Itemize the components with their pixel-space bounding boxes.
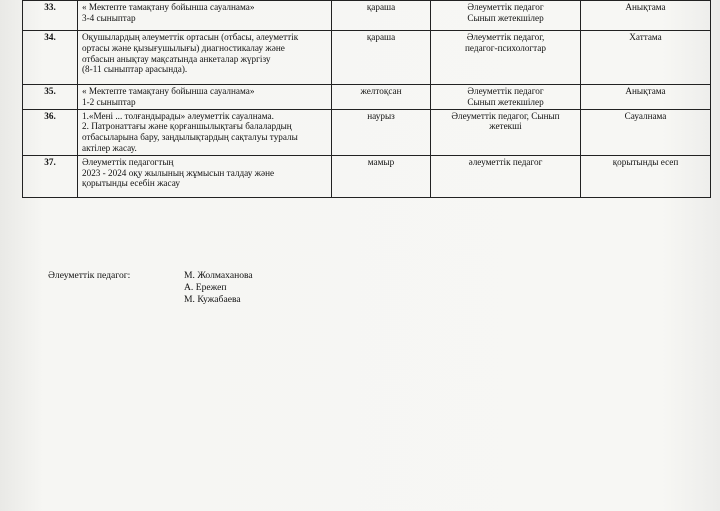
cell-line: Сынып жетекшілер [467,12,544,23]
cell-line: педагог-психологтар [465,42,546,53]
row-number: 35. [23,85,78,110]
cell-line: отбасын анықтау мақсатында анкеталар жүргізу [82,53,271,64]
date-cell: мамыр [332,155,431,197]
row-number: 37. [23,155,78,197]
event-cell [78,109,332,155]
cell-line: 1.«Мені ... толғандырады» әлеуметтік сауалнама. [82,110,274,121]
result-cell: Анықтама [581,1,711,31]
cell-line: « Мектепте тамақтану бойынша сауалнама» [82,2,255,12]
responsible-cell [431,155,581,197]
date-cell: қараша [332,1,431,31]
signature-names [184,270,253,306]
cell-line: қорытынды есебін жасау [82,178,180,189]
result-cell: қорытынды есеп [581,155,711,197]
cell-line: Оқушылардың әлеуметтік ортасын (отбасы, әлеуметтік [82,32,299,42]
plan-table [22,0,711,198]
responsible-cell [431,85,581,110]
signature-name: М. Жолмаханова [184,270,253,281]
table-row [23,155,711,197]
date-cell: желтоқсан [332,85,431,110]
cell-line: жетекші [489,121,522,132]
responsible-cell [431,31,581,85]
signature-name: А. Ережеп [184,282,227,293]
table-row [23,1,711,31]
date-cell: наурыз [332,109,431,155]
cell-line: 2. Патронаттағы және қорғаншылықтағы балалардың [82,121,292,132]
cell-line: әлеуметтік педагог [468,156,543,167]
cell-line: Әлеуметтік педагог, [466,32,545,42]
table-row [23,85,711,110]
cell-line: Әлеуметтік педагог [467,86,544,96]
cell-line: (8-11 сыныптар арасында). [82,64,188,75]
cell-line: 1-2 сыныптар [82,96,136,107]
event-cell [78,155,332,197]
signature-name: М. Кужабаева [184,294,241,305]
cell-line: Сынып жетекшілер [467,96,544,107]
responsible-cell [431,109,581,155]
cell-line: отбасыларына бару, заңдылықтардың сақталуы туралы [82,132,298,143]
table-row [23,31,711,85]
cell-line: 3-4 сыныптар [82,12,136,23]
event-cell [78,85,332,110]
result-cell: Хаттама [581,31,711,85]
cell-line: Әлеуметтік педагог [467,2,544,12]
cell-line: актілер жасау. [82,142,137,153]
cell-line: « Мектепте тамақтану бойынша сауалнама» [82,86,255,96]
signature-label: Әлеуметтік педагог: [48,270,131,281]
cell-line: Әлеуметтік педагог, Сынып [451,110,560,121]
table-row [23,109,711,155]
event-cell [78,1,332,31]
cell-line: Әлеуметтік педагогтың [82,156,174,167]
row-number: 33. [23,1,78,31]
responsible-cell [431,1,581,31]
result-cell: Анықтама [581,85,711,110]
cell-line: 2023 - 2024 оқу жылының жұмысын талдау және [82,167,275,178]
result-cell: Сауалнама [581,109,711,155]
cell-line: ортасы және қызығушылығы) диагностикалау және [82,42,285,53]
date-cell: қараша [332,31,431,85]
row-number: 34. [23,31,78,85]
row-number: 36. [23,109,78,155]
event-cell [78,31,332,85]
